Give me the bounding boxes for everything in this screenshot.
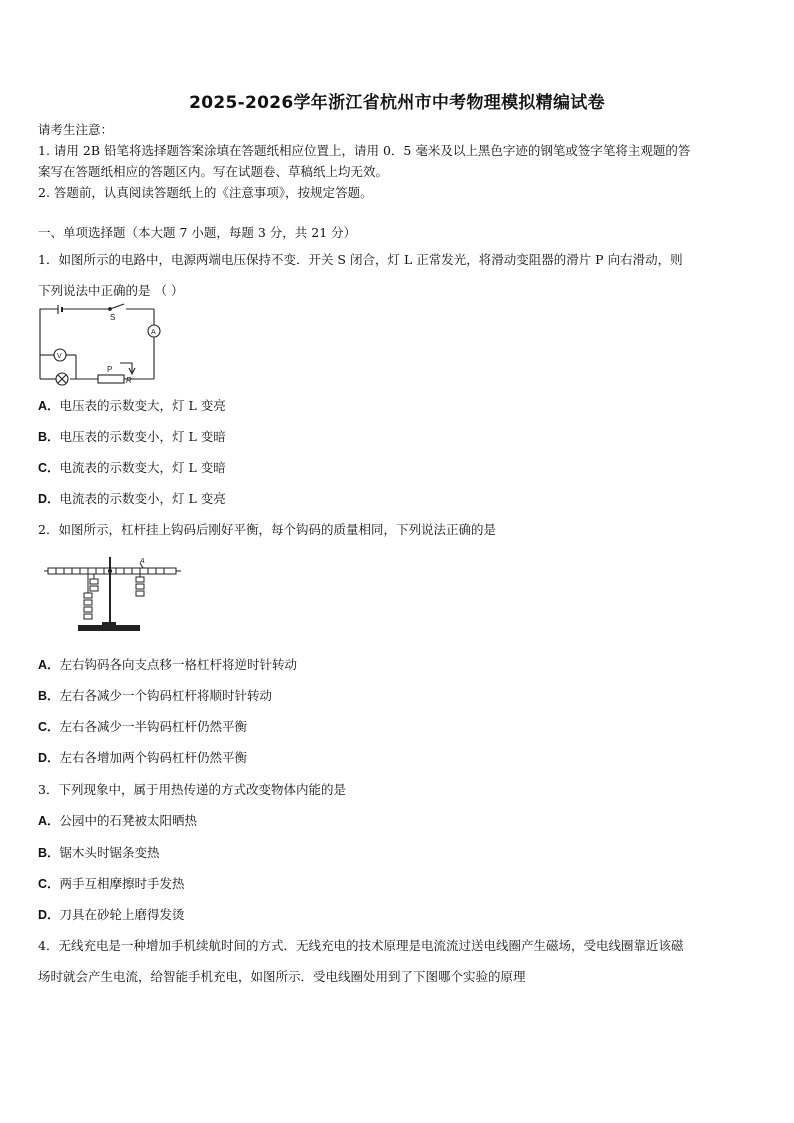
option-letter: C． bbox=[38, 877, 60, 891]
option-letter: D． bbox=[38, 751, 60, 765]
circuit-diagram bbox=[36, 303, 166, 383]
question-3-stem: 3．下列现象中，属于用热传递的方式改变物体内能的是 bbox=[38, 782, 346, 797]
option-text: 电流表的示数变大，灯 L 变暗 bbox=[59, 460, 226, 475]
option-text: 左右钩码各向支点移一格杠杆将逆时针转动 bbox=[59, 657, 298, 672]
option-letter: C． bbox=[38, 720, 60, 734]
option-c[interactable] bbox=[38, 874, 185, 892]
option-b[interactable] bbox=[38, 427, 226, 445]
point-label: A bbox=[140, 558, 145, 565]
option-letter: D． bbox=[38, 908, 60, 922]
option-text: 电流表的示数变小，灯 L 变亮 bbox=[59, 491, 226, 506]
option-text: 两手互相摩擦时手发热 bbox=[59, 876, 185, 891]
option-text: 公园中的石凳被太阳晒热 bbox=[59, 813, 198, 828]
option-d[interactable] bbox=[38, 905, 185, 923]
wire-top-left bbox=[40, 309, 58, 341]
resistor-label: R bbox=[126, 376, 132, 385]
fulcrum bbox=[108, 569, 112, 573]
question-2-stem: 2．如图所示，杠杆挂上钩码后刚好平衡，每个钩码的质量相同，下列说法正确的是 bbox=[38, 522, 496, 537]
option-letter: D． bbox=[38, 492, 60, 506]
lever-diagram bbox=[40, 553, 185, 635]
option-letter: B． bbox=[38, 846, 60, 860]
notice-line-2: 2. 答题前，认真阅读答题纸上的《注意事项》，按规定答题。 bbox=[38, 185, 373, 200]
option-letter: B． bbox=[38, 689, 60, 703]
notice-heading: 请考生注意： bbox=[38, 122, 114, 137]
option-a[interactable] bbox=[38, 396, 226, 414]
option-letter: A． bbox=[38, 814, 60, 828]
option-letter: C． bbox=[38, 461, 60, 475]
option-text: 锯木头时锯条变热 bbox=[59, 845, 160, 860]
option-a[interactable] bbox=[38, 811, 197, 829]
option-letter: B． bbox=[38, 430, 60, 444]
question-1-stem-b: 下列说法中正确的是 （ ） bbox=[38, 283, 184, 298]
voltmeter-label: V bbox=[57, 353, 62, 360]
ammeter-label: A bbox=[151, 329, 156, 336]
option-text: 左右各减少一半钩码杠杆仍然平衡 bbox=[59, 719, 248, 734]
option-text: 左右各增加两个钩码杠杆仍然平衡 bbox=[59, 750, 248, 765]
notice-line-1b: 案写在答题纸相应的答题区内。写在试题卷、草稿纸上均无效。 bbox=[38, 164, 389, 179]
option-text: 刀具在砂轮上磨得发烫 bbox=[59, 907, 185, 922]
notice-line-1a: 1. 请用 2B 铅笔将选择题答案涂填在答题纸相应位置上，请用 0．5 毫米及以上黑色字迹的钢笔或签字笔将主观题的答 bbox=[38, 143, 691, 158]
switch-pivot bbox=[109, 308, 112, 311]
option-b[interactable] bbox=[38, 686, 272, 704]
switch-label: S bbox=[110, 313, 116, 322]
question-4-stem-a: 4．无线充电是一种增加手机续航时间的方式．无线充电的技术原理是电流流过送电线圈产生磁场，受电线圈靠近该磁 bbox=[38, 938, 684, 953]
option-d[interactable] bbox=[38, 489, 226, 507]
question-4-stem-b: 场时就会产生电流，给智能手机充电，如图所示．受电线圈处用到了下图哪个实验的原理 bbox=[38, 969, 526, 984]
question-1-stem-a: 1．如图所示的电路中，电源两端电压保持不变．开关 S 闭合，灯 L 正常发光，将滑动变阻器的滑片 P 向右滑动，则 bbox=[38, 252, 683, 267]
rheostat-body bbox=[98, 375, 124, 383]
page-title: 2025-2026学年浙江省杭州市中考物理模拟精编试卷 bbox=[189, 93, 605, 113]
option-letter: A． bbox=[38, 399, 60, 413]
option-c[interactable] bbox=[38, 717, 247, 735]
switch-lever bbox=[110, 304, 124, 309]
option-text: 左右各减少一个钩码杠杆将顺时针转动 bbox=[59, 688, 273, 703]
option-d[interactable] bbox=[38, 748, 247, 766]
option-text: 电压表的示数变小，灯 L 变暗 bbox=[59, 429, 226, 444]
slider-label: P bbox=[107, 365, 113, 374]
option-b[interactable] bbox=[38, 843, 160, 861]
option-c[interactable] bbox=[38, 458, 226, 476]
option-a[interactable] bbox=[38, 655, 297, 673]
option-text: 电压表的示数变大，灯 L 变亮 bbox=[59, 398, 226, 413]
section-heading: 一、单项选择题（本大题 7 小题，每题 3 分，共 21 分） bbox=[38, 225, 357, 240]
option-letter: A． bbox=[38, 658, 60, 672]
